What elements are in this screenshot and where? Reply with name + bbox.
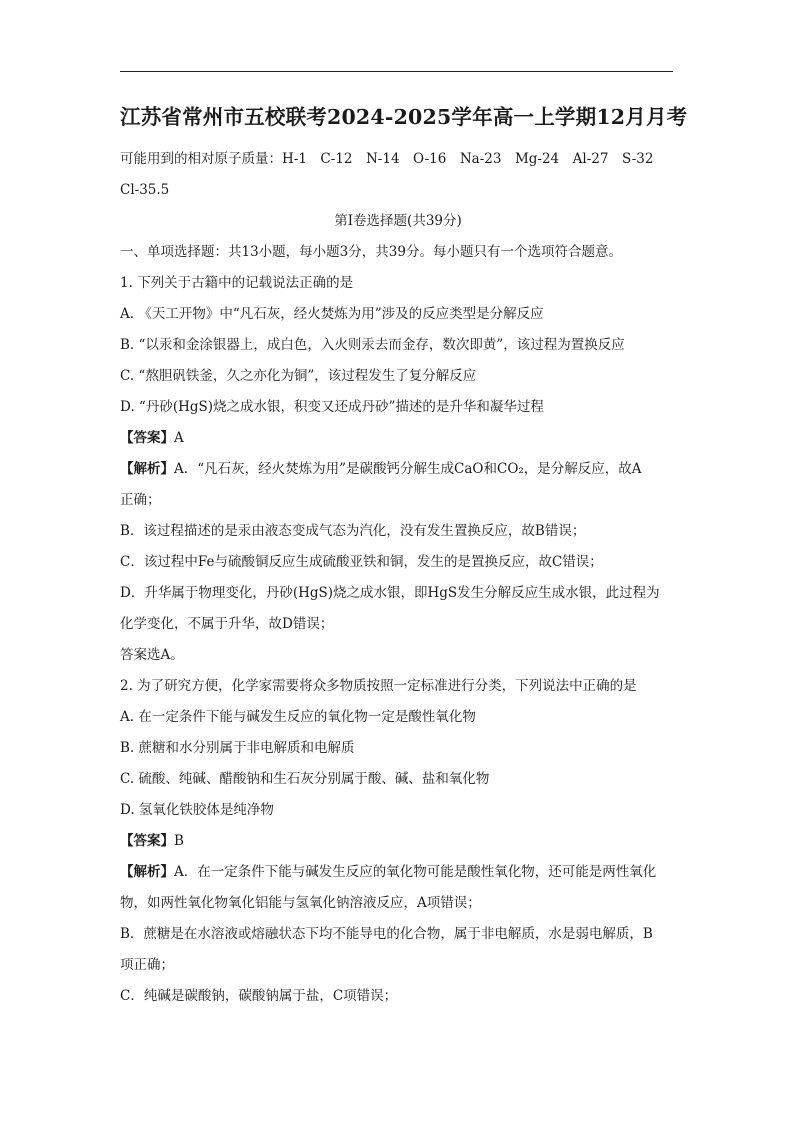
atomic-mass-line-cont: Cl-35.5 (120, 182, 170, 198)
answer-value: B (174, 833, 184, 849)
atomic-mass-line: 可能用到的相对原子质量：H-1 C-12 N-14 O-16 Na-23 Mg-24 Al-27 S-32 (120, 151, 654, 167)
analysis-a: A．在一定条件下能与碱发生反应的氧化物可能是酸性氧化物，还可能是两性氧化 (174, 864, 657, 880)
option-a: A. 在一定条件下能与碱发生反应的氧化物一定是酸性氧化物 (120, 709, 476, 725)
analysis-c: C．纯碱是碳酸钠，碳酸钠属于盐，C项错误； (120, 988, 398, 1004)
header-rule (120, 71, 673, 72)
answer-tag: 【答案】 (120, 833, 174, 849)
analysis-a: A．“凡石灰，经火焚炼为用”是碳酸钙分解生成CaO和CO₂，是分解反应，故A (174, 461, 642, 477)
answer-line (120, 826, 676, 857)
option-b: B. 蔗糖和水分别属于非电解质和电解质 (120, 740, 355, 756)
option-a: A. 《天工开物》中“凡石灰，经火焚炼为用”涉及的反应类型是分解反应 (120, 306, 544, 322)
question-stem: 1. 下列关于古籍中的记载说法正确的是 (120, 275, 354, 291)
analysis-a-cont: 物，如两性氧化物氧化铝能与氢氧化钠溶液反应，A项错误； (120, 895, 481, 911)
question-1 (120, 268, 676, 671)
analysis-a-cont: 正确； (120, 492, 161, 508)
instructions: 一、单项选择题：共13小题，每小题3分，共39分。每小题只有一个选项符合题意。 (120, 244, 622, 260)
question-stem: 2. 为了研究方便，化学家需要将众多物质按照一定标准进行分类，下列说法中正确的是 (120, 678, 637, 694)
question-2 (120, 671, 676, 1012)
answer-tag: 【答案】 (120, 430, 174, 446)
analysis-line (120, 454, 676, 485)
analysis-tag: 【解析】 (120, 461, 174, 477)
analysis-b: B．该过程描述的是汞由液态变成气态为汽化，没有发生置换反应，故B错误； (120, 523, 586, 539)
analysis-line (120, 857, 676, 888)
option-c: C. “熬胆矾铁釜，久之亦化为铜”，该过程发生了复分解反应 (120, 368, 477, 384)
answer-value: A (174, 430, 184, 446)
analysis-d-cont: 化学变化，不属于升华，故D错误； (120, 616, 334, 632)
document-title: 江苏省常州市五校联考2024-2025学年高一上学期12月月考 (120, 105, 688, 129)
option-d: D. 氢氧化铁胶体是纯净物 (120, 802, 274, 818)
section-heading: 第Ⅰ卷选择题(共39分) (334, 213, 462, 229)
document-body (120, 100, 688, 1012)
analysis-d: D．升华属于物理变化，丹砂(HgS)烧之成水银，即HgS发生分解反应生成水银，此过程为 (120, 585, 660, 601)
option-b: B. “以汞和金涂银器上，成白色，入火则汞去而金存，数次即黄”，该过程为置换反应 (120, 337, 625, 353)
answer-line (120, 423, 676, 454)
analysis-b: B．蔗糖是在水溶液或熔融状态下均不能导电的化合物，属于非电解质，水是弱电解质，B (120, 926, 653, 942)
option-c: C. 硫酸、纯碱、醋酸钠和生石灰分别属于酸、碱、盐和氧化物 (120, 771, 490, 787)
option-d: D. “丹砂(HgS)烧之成水银，积变又还成丹砂”描述的是升华和凝华过程 (120, 399, 544, 415)
analysis-c: C．该过程中Fe与硫酸铜反应生成硫酸亚铁和铜，发生的是置换反应，故C错误； (120, 554, 603, 570)
conclusion: 答案选A。 (120, 647, 184, 663)
analysis-b-cont: 项正确； (120, 957, 174, 973)
analysis-tag: 【解析】 (120, 864, 174, 880)
